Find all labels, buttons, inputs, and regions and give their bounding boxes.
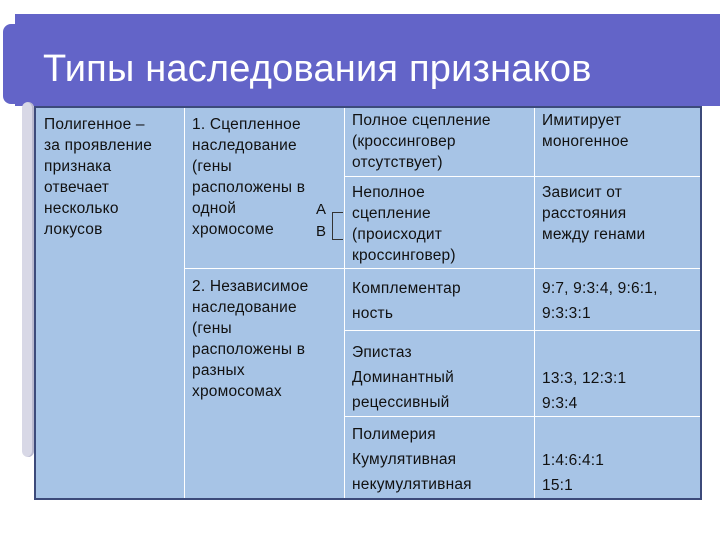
table-divider xyxy=(344,108,345,498)
chromosome-bracket xyxy=(332,212,343,240)
table-divider xyxy=(344,330,700,331)
left-accent-bar xyxy=(22,102,34,457)
table-divider xyxy=(534,108,535,498)
table-cell-complementary: Комплементар ность xyxy=(352,280,461,322)
table-cell-independent: 2. Независимое наследование (гены расположены в разных хромосомах xyxy=(192,278,309,400)
table-cell-linked: 1. Сцепленное наследование (гены расположены в одной хромосоме xyxy=(192,116,306,238)
slide-title: Типы наследования признаков xyxy=(43,48,592,90)
table-divider xyxy=(184,108,185,498)
title-bar xyxy=(15,14,720,106)
table-cell-full-link-effect: Имитирует моногенное xyxy=(542,112,629,150)
table-cell-epistasis: Эпистаз Доминантный рецессивный xyxy=(352,344,455,411)
table-divider xyxy=(344,416,700,417)
inheritance-table xyxy=(34,106,702,500)
table-cell-complementary-ratio: 9:7, 9:3:4, 9:6:1, 9:3:3:1 xyxy=(542,280,658,322)
table-cell-partial-link-effect: Зависит от расстояния между генами xyxy=(542,184,646,243)
table-cell-polygenic: Полигенное – за проявление признака отвечает несколько локусов xyxy=(44,116,153,238)
gene-marker-b: В xyxy=(316,223,327,240)
table-divider xyxy=(184,268,700,269)
table-cell-full-link: Полное сцепление (кроссинговер отсутствует) xyxy=(352,112,491,171)
table-cell-partial-link: Неполное сцепление (происходит кроссинговер) xyxy=(352,184,456,264)
table-divider xyxy=(344,176,700,177)
table-cell-epistasis-ratio: 13:3, 12:3:1 9:3:4 xyxy=(542,370,627,412)
table-cell-polymery-ratio: 1:4:6:4:1 15:1 xyxy=(542,452,605,494)
table-cell-polymery: Полимерия Кумулятивная некумулятивная xyxy=(352,426,472,493)
gene-marker-a: А xyxy=(316,201,327,218)
